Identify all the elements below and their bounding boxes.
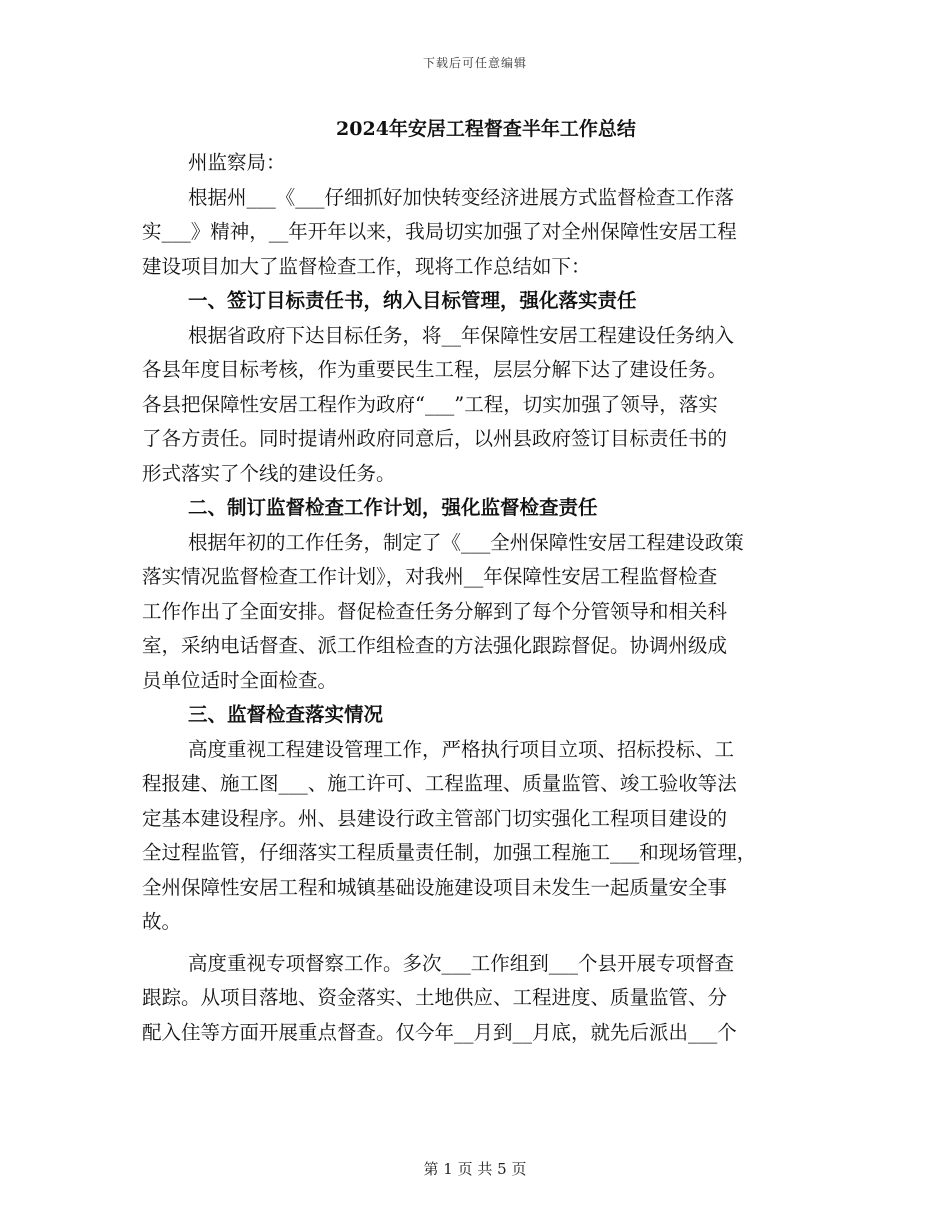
- text-line: 根据年初的工作任务，制定了《___全州保障性安居工程建设政策: [188, 530, 744, 554]
- download-note: 下载后可任意编辑: [422, 56, 527, 70]
- text-line: 实___》精神，__年开年以来，我局切实加强了对全州保障性安居工程: [142, 220, 737, 243]
- text-line: 落实情况监督检查工作计划》，对我州__年保障性安居工程监督检查: [142, 565, 718, 588]
- text-line: 根据省政府下达目标任务，将__年保障性安居工程建设任务纳入: [188, 323, 735, 347]
- page-number: 第 1 页 共 5 页: [423, 1160, 527, 1178]
- text-line: 州监察局：: [188, 151, 286, 174]
- text-line: 配入住等方面开展重点督查。仅今年__月到__月底，就先后派出___个: [142, 1020, 737, 1044]
- section-heading: 一、签订目标责任书，纳入目标管理，强化落实责任: [188, 289, 637, 312]
- paragraph-gap: [142, 940, 810, 947]
- text-line: 故。: [142, 910, 182, 933]
- text-line: 各县年度目标考核，作为重要民生工程，层层分解下达了建设任务。: [142, 358, 728, 381]
- text-line: 员单位适时全面检查。: [142, 668, 338, 692]
- text-line: 高度重视专项督察工作。多次___工作组到___个县开展专项督查: [188, 951, 735, 975]
- text-line: 了各方责任。同时提请州政府同意后，以州县政府签订目标责任书的: [142, 427, 728, 450]
- document-paragraphs: [142, 146, 810, 1050]
- document-body: [142, 112, 810, 1050]
- text-line: 建设项目加大了监督检查工作，现将工作总结如下：: [142, 254, 591, 278]
- text-line: 形式落实了个线的建设任务。: [142, 461, 396, 485]
- text-line: 工作作出了全面安排。督促检查任务分解到了每个分管领导和相关科: [142, 599, 728, 623]
- text-line: 高度重视工程建设管理工作，严格执行项目立项、招标投标、工: [188, 737, 735, 761]
- document-title: 2024年安居工程督查半年工作总结: [336, 118, 636, 140]
- text-line: 全过程监管，仔细落实工程质量责任制，加强工程施工___和现场管理，: [142, 841, 757, 864]
- text-line: 室，采纳电话督查、派工作组检查的方法强化跟踪督促。协调州级成: [142, 634, 728, 657]
- section-heading: 二、制订监督检查工作计划，强化监督检查责任: [188, 496, 598, 519]
- text-line: 跟踪。从项目落地、资金落实、土地供应、工程进度、质量监管、分: [142, 986, 728, 1009]
- text-line: 根据州___《___仔细抓好加快转变经济进展方式监督检查工作落: [188, 185, 735, 209]
- text-line: 全州保障性安居工程和城镇基础设施建设项目未发生一起质量安全事: [142, 875, 728, 899]
- text-line: 各县把保障性安居工程作为政府“___”工程，切实加强了领导，落实: [142, 392, 718, 416]
- text-line: 定基本建设程序。州、县建设行政主管部门切实强化工程项目建设的: [142, 806, 728, 830]
- section-heading: 三、监督检查落实情况: [188, 703, 384, 726]
- text-line: 程报建、施工图___、施工许可、工程监理、质量监管、竣工验收等法: [142, 772, 737, 795]
